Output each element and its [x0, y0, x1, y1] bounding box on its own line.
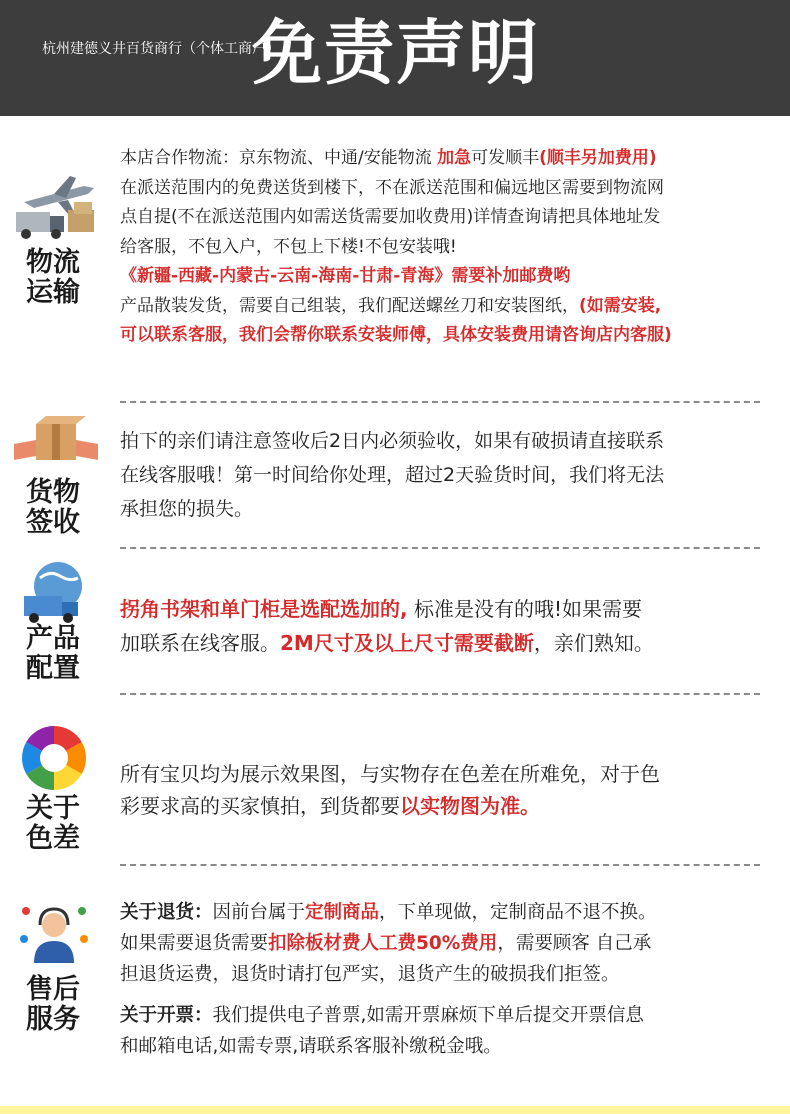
- text-line: 在派送范围内的免费送货到楼下，不在派送范围和偏远地区需要到物流网: [120, 177, 664, 198]
- section-text: [120, 144, 770, 351]
- text-line: 和邮箱电话,如需专票,请联系客服补缴税金哦。: [120, 1036, 502, 1057]
- section-divider: [120, 864, 760, 866]
- text-line: [120, 928, 770, 959]
- section-divider: [120, 547, 760, 549]
- highlight-text: 2M尺寸及以上尺寸需要截断: [280, 631, 534, 655]
- label-line: 签收: [26, 507, 80, 538]
- highlight-text: 扣除板材费人工费50%费用: [268, 933, 498, 954]
- section-logistics: [0, 130, 790, 390]
- text-segment: 可发顺丰: [471, 148, 540, 168]
- text-line: 担退货运费，退货时请打包严实，退货产生的破损我们拒签。: [120, 964, 620, 985]
- section-text: [120, 592, 770, 660]
- subheading: 关于退货：: [120, 902, 213, 923]
- section-config: [0, 550, 790, 690]
- section-label: [26, 975, 80, 1035]
- highlight-line: 《新疆-西藏-内蒙古-云南-海南-甘肃-青海》需要补加邮费哟: [120, 266, 571, 286]
- shop-name: 杭州建德义井百货商行（个体工商户）: [42, 41, 280, 57]
- section-text: [120, 424, 770, 526]
- text-line: [120, 144, 770, 174]
- highlight-text: 拐角书架和单门柜是选配选加的,: [120, 597, 408, 621]
- section-label: [26, 624, 80, 684]
- package-hands-icon: [14, 414, 98, 472]
- highlight-line: 可以联系客服，我们会帮你联系安装师傅，具体安装费用请咨询店内客服): [120, 325, 672, 345]
- text-line: [120, 592, 770, 626]
- color-wheel-icon: [22, 726, 86, 790]
- text-segment: 彩要求高的买家慎拍，到货都要: [120, 794, 400, 818]
- text-line: 点自提(不在派送范围内如需送货需要加收费用)详情查询请把具体地址发: [120, 207, 661, 227]
- text-line: [120, 897, 770, 928]
- label-line: 服务: [26, 1004, 80, 1035]
- text-line: 承担您的损失。: [120, 498, 254, 520]
- text-segment: 我们提供电子普票,如需开票麻烦下单后提交开票信息: [212, 1005, 644, 1026]
- section-divider: [120, 401, 760, 403]
- airplane-truck-icon: [14, 172, 98, 242]
- highlight-text: (顺丰另加费用): [539, 148, 657, 168]
- text-line: 给客服，不包入户，不包上下楼!不包安装哦!: [120, 236, 457, 257]
- globe-truck-icon: [20, 560, 90, 626]
- section-service: [0, 867, 790, 1097]
- subheading: 关于开票：: [120, 1005, 213, 1026]
- section-text: [120, 897, 770, 1062]
- label-line: 物流: [26, 247, 80, 278]
- label-line: 运输: [26, 277, 80, 308]
- label-line: 关于: [26, 793, 80, 824]
- section-text: [120, 758, 770, 822]
- label-line: 配置: [26, 653, 80, 684]
- text-segment: 加联系在线客服。: [120, 631, 280, 655]
- text-segment: 如果需要退货需要: [120, 933, 269, 954]
- label-line: 售后: [26, 974, 80, 1005]
- text-segment: ，需要顾客 自己承: [497, 933, 652, 954]
- text-segment: ，下单现做，定制商品不退不换。: [379, 902, 657, 923]
- section-receipt: [0, 404, 790, 544]
- text-line: [120, 1000, 770, 1031]
- text-segment: 因前台属于: [212, 902, 306, 923]
- text-segment: 标准是没有的哦!如果需要: [407, 597, 642, 621]
- page-title: 免责声明: [252, 12, 540, 94]
- highlight-text: 以实物图为准。: [400, 794, 540, 818]
- text-line: [120, 292, 770, 322]
- label-line: 色差: [26, 823, 80, 854]
- footer-strip: [0, 1106, 790, 1114]
- label-line: 产品: [26, 623, 80, 654]
- section-label: [26, 478, 80, 538]
- section-label: [26, 248, 80, 308]
- text-line: 所有宝贝均为展示效果图，与实物存在色差在所难免，对于色: [120, 762, 660, 786]
- section-color: [0, 696, 790, 861]
- text-segment: 产品散装发货，需要自己组装，我们配送螺丝刀和安装图纸，: [120, 295, 579, 316]
- text-line: 在线客服哦！第一时间给你处理，超过2天验货时间，我们将无法: [120, 464, 665, 486]
- section-divider: [120, 693, 760, 695]
- text-line: 拍下的亲们请注意签收后2日内必须验收，如果有破损请直接联系: [120, 430, 665, 452]
- highlight-text: (如需安装,: [579, 295, 662, 316]
- text-line: [120, 790, 770, 822]
- text-segment: ，亲们熟知。: [533, 631, 654, 655]
- header-banner: [0, 0, 790, 116]
- highlight-text: 加急: [437, 148, 472, 168]
- text-line: [120, 626, 770, 660]
- section-label: [26, 794, 80, 854]
- highlight-text: 定制商品: [305, 902, 380, 923]
- text-segment: 本店合作物流：京东物流、中通/安能物流: [120, 148, 438, 168]
- label-line: 货物: [26, 477, 80, 508]
- customer-service-icon: [18, 897, 90, 969]
